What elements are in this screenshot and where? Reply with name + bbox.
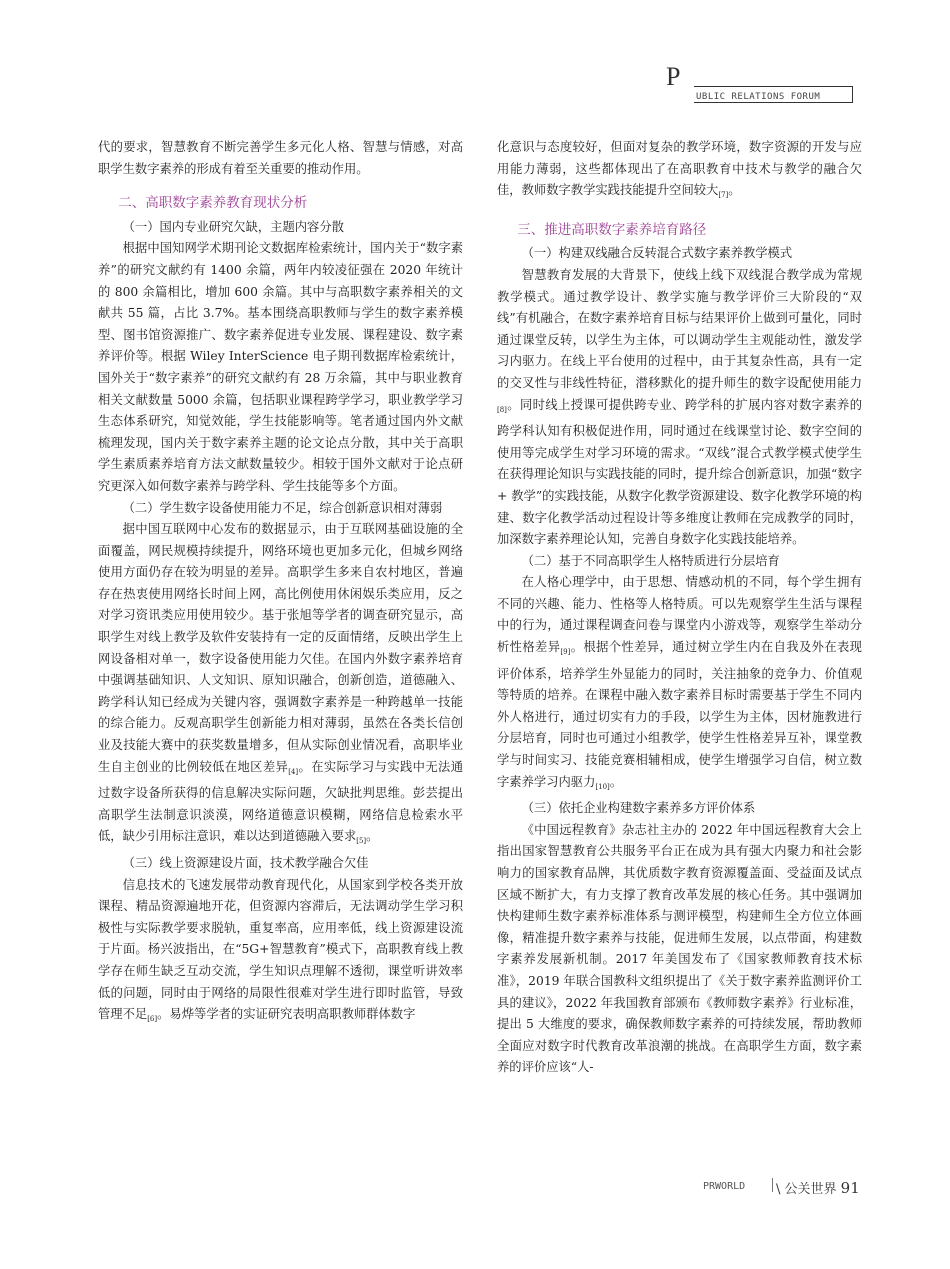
text-run: 。易烨等学者的实证研究表明高职教师群体数字 xyxy=(157,1007,416,1022)
subsection-heading: （二）基于不同高职学生人格特质进行分层培育 xyxy=(521,553,780,568)
subsection-heading: （三）依托企业构建数字素养多方评价体系 xyxy=(521,801,756,816)
text-run: 化意识与态度较好，但面对复杂的教学环境，数字资源的开发与应用能力薄弱，这些都体现出了在高职教育中技术与教学的融合欠佳，教师数字教学实践技能提升空间较大 xyxy=(497,140,862,198)
paragraph xyxy=(497,137,862,207)
subsection-heading: （一）构建双线融合反转混合式数字素养教学模式 xyxy=(521,246,793,261)
right-column xyxy=(497,137,862,1079)
paragraph xyxy=(497,572,862,798)
text-run: 。根据个性差异，通过树立学生内在自我及外在表现评价体系，培养学生外显能力的同时，关注抽象的竞争力、价值观等特质的培养。在课程中融入数字素养目标时需要基于学生不同内外人格进行，通过切实有力的手段，以学生为主体，因材施教进行分层培育，同时也可通过小组教学，使学生性格差异互补，课堂教学与时间实习、技能竞赛相辅相成，使学生增强学习自信，树立数字素养学习内驱力 xyxy=(497,640,862,789)
paragraph xyxy=(98,875,463,1031)
header-tagline: UBLIC RELATIONS FORUM xyxy=(696,92,821,102)
paragraph xyxy=(98,519,463,853)
text-run: 在人格心理学中，由于思想、情感动机的不同，每个学生拥有不同的兴趣、能力、性格等人格特质。可以先观察学生生活与课程中的行为，通过课程调查问卷与课堂内小游戏等，观察学生举动分析性格差异 xyxy=(497,575,862,655)
subsection-heading: （一）国内专业研究欠缺，主题内容分散 xyxy=(122,219,344,234)
footer-journal-abbrev: PRWORLD xyxy=(703,1181,746,1192)
text-run: 。同时线上授课可提供跨专业、跨学科的扩展内容对数字素养的跨学科认知有积极促进作用，同时通过在线课堂讨论、数字空间的使用等完成学生对学习环境的需求。“双线”混合式教学模式使学生在获得理论知识与实践技能的同时，提升综合创新意识，加强“数字 + 教学”的实践技能，从数字化教学资源建设、数字化教学环境的构建、数字化教学活动过程设计等多维度让教师在完成教学的同时，加深数字素养理论认知，完善自身数字化实践技能培养。 xyxy=(497,397,862,547)
paragraph: 根据中国知网学术期刊论文数据库检索统计，国内关于“数字素养”的研究文献约有 1400 余篇，两年内较凌征强在 2020 年统计的 800 余篇相比，增加 600 余篇。其中与高职数字素养相关的文献共 55 篇，占比 3.7%。基本围绕高职教师与学生的数字素养模型、图书馆资源推广、数字素养促进专业发展、课程建设、数字素养评价等。根据 Wiley InterScience 电子期刊数据库检索统计，国外关于“数字素养”的研究文献约有 28 万余篇，其中与职业教育相关文献数量 5000 余篇，包括职业课程跨学学习，职业教学学习生态体系研究，知觉效能，学生技能影响等。笔者通过国内外文献梳理发现，国内关于数字素养主题的论文论点分散，其中关于高职学生素质素养培育方法文献数量较少。相较于国外文献对于论点研究更深入如何数字素养与跨学科、学生技能等多个方面。 xyxy=(98,241,463,493)
citation: [9] xyxy=(560,648,571,657)
text-run: 。 xyxy=(728,183,741,198)
text-run: 信息技术的飞速发展带动教育现代化，从国家到学校各类开放课程、精品资源遍地开花，但资源内容滞后，无法调动学生学习积极性与实际教学要求脱轨，重复率高，应用率低，线上资源建设流于片面。杨兴波指出，在“5G+智慧教育”模式下，高职教育线上教学存在师生缺乏互动交流，学生知识点理解不透彻，课堂听讲效率低的问题，同时由于网络的局限性很难对学生进行即时监管，导致管理不足 xyxy=(98,877,463,1022)
header-logo: P xyxy=(666,62,681,91)
citation: [8] xyxy=(497,405,507,414)
section-heading: 三、推进高职数字素养培育路径 xyxy=(517,221,707,238)
text-run: 智慧教育发展的大背景下，使线上线下双线混合教学成为常规教学模式。通过教学设计、教学实施与教学评价三大阶段的“双线”有机融合，在数字素养培育目标与结果评价上做到可量化，同时通过课堂反转，以学生为主体，可以调动学生主观能动性，激发学习内驱力。在线上平台使用的过程中，由于其复杂性高，具有一定的交叉性与非线性特征，潜移默化的提升师生的数字设配使用能力 xyxy=(497,267,862,390)
text-run: 。 xyxy=(609,774,623,789)
section-heading: 二、高职数字素养教育现状分析 xyxy=(118,195,308,212)
text-run: 据中国互联网中心发布的数据显示，由于互联网基础设施的全面覆盖，网民规模持续提升，网络环境也更加多元化，但城乡网络使用方面仍存在较为明显的差异。高职学生多来自农村地区，普遍存在热衷使用网络长时间上网，高比例使用休闲娱乐类应用，反之对学习资讯类应用使用较少。基于张旭等学者的调查研究显示，高职学生对线上教学及软件安装持有一定的反面情绪，反映出学生上网设备相对单一，数字设备使用能力欠佳。在国内外数字素养培育中强调基础知识、人文知识、原知识融合，创新创造，道德融入、跨学科认知已经成为关键内容，强调数字素养是一种跨越单一技能的综合能力。反观高职学生创新能力相对薄弱，虽然在各类长信创业及技能大赛中的获奖数量增多，但从实际创业情况看，高职毕业生自主创业的比例较低在地区差异 xyxy=(98,522,463,774)
citation: [7] xyxy=(718,191,729,200)
citation: [10] xyxy=(595,782,610,791)
citation: [6] xyxy=(147,1015,158,1024)
subsection-heading: （三）线上资源建设片面，技术教学融合欠佳 xyxy=(122,856,369,870)
paragraph: 代的要求，智慧教育不断完善学生多元化人格、智慧与情感，对高职学生数字素养的形成有着至关重要的推动作用。 xyxy=(98,140,463,176)
footer-divider xyxy=(772,1178,773,1192)
footer-journal-name: \ 公关世界 xyxy=(776,1182,837,1197)
citation: [4] xyxy=(288,767,299,776)
text-run: 。 xyxy=(366,829,379,844)
text-run: 。在实际学习与实践中无法通过数字设备所获得的信息解决实际问题，欠缺批判思维。彭芸提出高职学生法制意识淡漠，网络道德意识模糊，网络信息检索水平低，缺少引用标注意识，难以达到道德融入要求 xyxy=(98,759,463,844)
footer-journal xyxy=(776,1178,860,1197)
left-column xyxy=(98,137,463,1031)
paragraph: 《中国远程教育》杂志社主办的 2022 年中国远程教育大会上指出国家智慧教育公共服务平台正在成为具有强大内聚力和社会影响力的国家教育品牌，其优质数字教育资源覆盖面、受益面及试点区域不断扩大，有力支撑了教育改革发展的核心任务。其中强调加快构建师生数字素养标准体系与测评模型，构建师生全方位立体画像，精准提升数字素养与技能，促进师生发展，以点带面，构建数字素养发展新机制。2017 年美国发布了《国家教师教育技术标准》，2019 年联合国教科文组织提出了《关于数字素养监测评价工具的建议》，2022 年我国教育部颁布《教师数字素养》行业标准，提出 5 大维度的要求，确保教师数字素养的可持续发展，帮助教师全面应对数字时代教育改革浪潮的挑战。在高职学生方面，数字素养的评价应该“人- xyxy=(497,822,862,1075)
citation: [5] xyxy=(356,837,367,846)
subsection-heading: （二）学生数字设备使用能力不足，综合创新意识相对薄弱 xyxy=(122,500,443,515)
paragraph xyxy=(497,265,862,551)
page-number: 91 xyxy=(840,1179,860,1197)
